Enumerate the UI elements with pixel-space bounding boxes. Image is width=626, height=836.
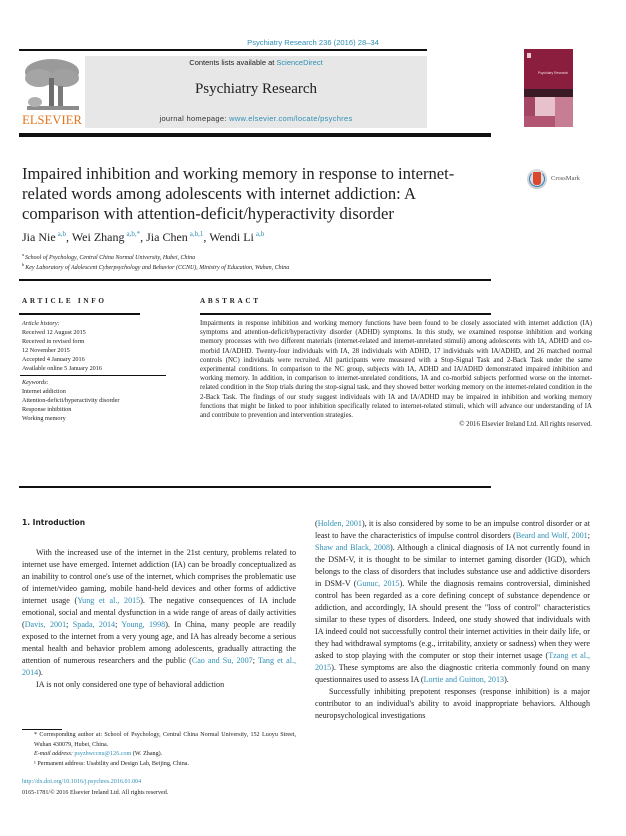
author-list: Jia Nie $^{a,b}$, Wei Zhang $^{a,b,*}$, Jia Chen $^{a,b,1}$, Wendi Li $^{a,b}$ [22,230,265,244]
citation-link[interactable]: Tang et al., 2014 [22,656,296,677]
abstract-copyright: © 2016 Elsevier Ireland Ltd. All rights reserved. [459,421,592,429]
corresponding-author-note: * Corresponding author at: School of Psychology, Central China Normal University, 152 Luoyu Street, Wuhan 430079, Hubei, China. [34,732,296,748]
elsevier-tree-icon [19,56,85,114]
email-note: E-mail address: psyzhwccnu@126.com (W. Zhang). [34,751,163,757]
header-bottom-rule [19,133,491,137]
paragraph-text: ; [587,531,590,540]
citation-link[interactable]: Young, 1998 [121,620,166,629]
issn-line: 0165-1781/© 2016 Elsevier Ireland Ltd. All rights reserved. [22,790,169,796]
article-title: Impaired inhibition and working memory in response to internet-related words among adolescents with internet addiction: A comparison with attention-deficit/hyperactivity disorder [22,164,455,223]
contents-prefix: Contents lists available at [189,58,277,67]
homepage-link[interactable]: www.elsevier.com/locate/psychres [229,114,353,123]
intro-paragraph: (Holden, 2001), it is also considered by some to be an impulse control disorder or at least to have the characteristics of impulse control disorders (Beard and Wolf, 2001; Shaw and Black, 2008). Although a clinical diagnosis of IA not currently found in the DSM-V, it is thought to be similar to internet gaming disorder (IGD), which belongs to the class of disorders that includes substance use and addictive disorders in DSM-V (Gunuc, 2015). While the diagnosis remains controversial, diminished control has been regarded as a core defining concept of substance dependence or addiction, and accordingly, IA should present the "loss of control" characteristics similar to these types of disorders. Indeed, one study showed that individuals with IA indeed could not successfully control their internet activities in their daily life, or they had withdrawal symptoms (e.g., irritability, anxiety or sadness) when they were asked to stop playing with the computer or stop their internet usage (Tzang et al., 2015). These symptoms are also the diagnostic criteria commonly found on many questionnaires used to assess IA (Lortie and Guitton, 2013). [315,519,591,684]
intro-left-column [22,547,296,691]
abstract-rule [200,313,491,315]
citation-link[interactable]: Beard and Wolf, 2001 [515,531,588,540]
homepage-prefix: journal homepage: [159,114,230,123]
paragraph-text: ). Although a clinical diagnosis of IA not currently found in the DSM-V, it is thought to be similar to internet gaming disorder (IGD), which belongs to the class of disorders that includes substance use and addictive disorders in DSM-V ( [315,543,590,588]
article-info [22,319,167,423]
crossmark-icon [527,169,547,189]
doi-link[interactable]: http://dx.doi.org/10.1016/j.psychres.2016.01.004 [22,779,142,785]
crossmark-button[interactable] [527,169,597,191]
history-item: Received in revised form [22,338,85,346]
paragraph-text: ). [38,668,43,677]
affiliation: $^a$School of Psychology, Central China Normal University, Hubei, China [22,252,196,261]
article-info-rule [19,313,140,315]
intro-paragraph [22,547,296,679]
citation-link[interactable]: Shaw and Black, 2008 [315,543,391,552]
citation-link[interactable]: Gunuc, 2015 [356,579,400,588]
paragraph-text: Successfully inhibiting prepotent responses (response inhibition) is a major contributor to an individual's ability to avoid inappropriate behaviors. Although neuropsychological investigations [315,687,590,720]
keyword[interactable]: Response inhibition [22,405,72,413]
intro-paragraph [315,686,590,722]
paragraph-text: ). While the diagnosis remains controversial, diminished control has been regarded as a core defining concept of substance dependence or addiction, and accordingly, IA should present the "loss of control" characteristics similar to these types of disorders. Indeed, one study showed that individuals with IA indeed could not successfully control their internet activities in their daily life, or they had withdrawal symptoms (e.g., irritability, anxiety or sadness) when they were asked to stop playing with the computer or stop their internet usage ( [315,579,590,660]
citation-link[interactable]: Holden, 2001 [317,519,362,528]
history-label: Article history: [22,320,60,327]
cover-block [524,116,555,127]
citation-link[interactable]: Davis, 2001 [24,620,67,629]
section-heading-introduction: 1. Introduction [22,518,86,527]
contents-line [85,58,427,67]
cover-photo-band [524,89,573,97]
crossmark-label: CrossMark [551,175,580,182]
citation-link[interactable]: Cao and Su, 2007 [191,656,253,665]
abstract [200,319,592,429]
paragraph-text: ). [504,675,509,684]
cover-block [555,97,573,127]
history-item: Received 12 August 2015 [22,329,86,337]
citation-link[interactable]: Tzang et al., 2015 [315,651,590,672]
paragraph-text: IA is not only considered one type of behavioral addiction [36,680,225,689]
paragraph-text: ). The negative consequences of IA include emotional, social and mental dysfunction in a wide range of areas of daily activities ( [22,596,297,629]
citation-link[interactable]: Spada, 2014 [72,620,116,629]
sciencedirect-link[interactable]: ScienceDirect [276,58,323,67]
email-link[interactable]: psyzhwccnu@126.com [74,751,132,757]
abstract-heading: ABSTRACT [200,297,261,305]
keyword[interactable]: Internet addiction [22,387,66,395]
footnote-rule [22,729,62,730]
paragraph-text: ; [252,656,258,665]
intro-paragraph [22,679,296,691]
citation-link[interactable]: Yung et al., 2015 [77,596,141,605]
author[interactable]: Jia Nie $^{a,b}$ [22,230,67,244]
abstract-bottom-rule [19,486,491,488]
affiliation: $^b$Key Laboratory of Adolescent Cyberpsychology and Behavior (CCNU), Ministry of Education, Wuhan, China [22,262,290,271]
keywords-label: Keywords: [22,378,49,386]
journal-reference[interactable]: Psychiatry Research 236 (2016) 28–34 [247,38,379,47]
cover-title: Psychiatry Research [538,71,569,75]
history-divider [20,375,166,376]
doi-block [22,777,168,799]
abstract-text: Impairments in response inhibition and working memory functions have been found to be closely associated with internet addiction (IA) symptoms and attention-deficit/hyperactivity disorder (ADHD) symptoms. In this study, we examined response inhibition and working memory processes with two different materials (internet-related and internet-unrelated stimuli) among adolescents with IA, ADHD and co-morbid IA/ADHD. Twenty-four individuals with IA, 28 individuals with ADHD, 17 individuals with IA/ADHD, and 26 matched normal controls (NC) individuals were recruited. All participants were measured with a Stop-Signal Task and 2-Back Task under the same experimental conditions. In comparison to the NC group, subjects with IA, ADHD and IA/ADHD demonstrated impaired inhibition and working memory. In addition, in comparison to internet-unrelated conditions, IA and co-morbid subjects performed worse on the internet-related condition in the Stop trials during the stop-signal task, and they showed better working memory on the internet-related condition in the 2-Back Task. The findings of our study suggest individuals with IA and IA/ADHD may be impaired in inhibition and working memory functions that might be linked to poor inhibition specifically related to internet-related stimuli, which will advance our understanding of IA and contribute to prevention and intervention strategies. [200,320,592,420]
history-item: Accepted 4 January 2016 [22,356,85,364]
article-info-heading: ARTICLE INFO [22,297,107,305]
paragraph-text: ; [115,620,122,629]
elsevier-wordmark: ELSEVIER [22,113,82,127]
cover-block [535,97,555,116]
paragraph-text: ; [66,620,73,629]
author[interactable]: Wendi Li $^{a,b}$ [209,230,265,244]
footnotes [22,731,296,769]
citation-link[interactable]: Lortie and Guitton, 2013 [423,675,505,684]
paragraph-text: ), it is also considered by some to be an impulse control disorder or at least to have the characteristics of impulse control disorders ( [315,519,591,540]
header-top-rule [19,49,427,51]
intro-right-column [315,518,590,722]
paragraph-text: ). These symptoms are also the diagnostic criteria commonly found on many questionnaires used to assess IA ( [315,663,590,684]
paragraph-text: With the increased use of the internet in the 21st century, problems related to internet use have emerged. Internet addiction (IA) can be broadly conceptualized as an inability to control one's use of the internet, which comprises the problematic use of internet/video gaming, mobile hand-held devices and other forms of addictive internet usage ( [22,548,296,605]
journal-cover-thumbnail[interactable] [524,49,573,127]
author[interactable]: Wei Zhang $^{a,b,*}$ [71,230,141,244]
history-item: 12 November 2015 [22,347,70,355]
homepage-line [85,114,427,123]
history-item: Available online 5 January 2016 [22,365,102,373]
paragraph-text: ). In China, many people are readily exposed to the internet from a very young age, and IA has already become a serious mental health and behavior problem among adolescents, gradually attracting the attention of numerous researchers and the public ( [22,620,296,665]
permanent-address-note: ¹ Permanent address: Usability and Design Lab, Beijing, China. [34,760,189,767]
keyword[interactable]: Working memory [22,414,66,422]
elsevier-logo[interactable] [19,56,85,128]
keyword[interactable]: Attention-deficit/hyperactivity disorder [22,396,120,404]
journal-title: Psychiatry Research [194,81,318,97]
cover-emblem-icon [527,53,531,58]
cover-block [524,97,535,116]
affiliation-divider [19,279,491,281]
masthead [85,56,427,128]
author[interactable]: Jia Chen $^{a,b,1}$ [146,230,204,244]
